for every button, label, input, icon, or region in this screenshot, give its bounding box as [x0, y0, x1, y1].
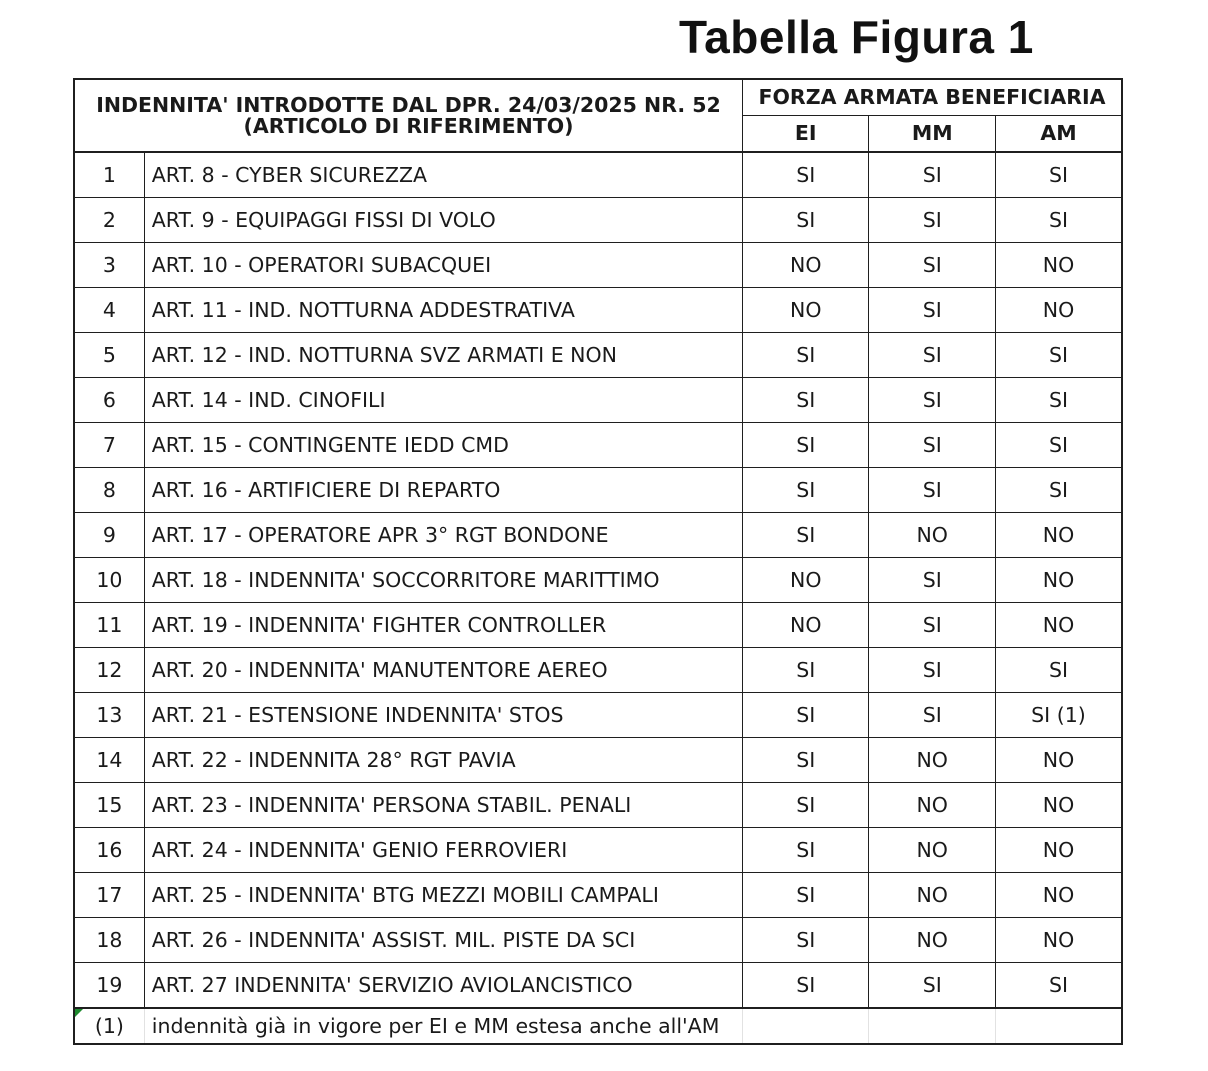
cell-ei: SI	[743, 693, 869, 738]
row-number: 15	[74, 783, 144, 828]
row-description: ART. 8 - CYBER SICUREZZA	[144, 152, 742, 198]
footnote-marker: (1)	[94, 1013, 124, 1038]
cell-am: SI (1)	[995, 693, 1122, 738]
table-row	[74, 738, 1122, 783]
row-description: ART. 27 INDENNITA' SERVIZIO AVIOLANCISTICO	[144, 963, 742, 1009]
row-description: ART. 12 - IND. NOTTURNA SVZ ARMATI E NON	[144, 333, 742, 378]
row-description: ART. 26 - INDENNITA' ASSIST. MIL. PISTE DA SCI	[144, 918, 742, 963]
row-number: 8	[74, 468, 144, 513]
row-description: ART. 24 - INDENNITA' GENIO FERROVIERI	[144, 828, 742, 873]
row-number: 9	[74, 513, 144, 558]
table-row	[74, 693, 1122, 738]
row-number: 10	[74, 558, 144, 603]
cell-am: NO	[995, 873, 1122, 918]
table-row	[74, 243, 1122, 288]
table-row	[74, 648, 1122, 693]
cell-am: NO	[995, 918, 1122, 963]
table-row	[74, 603, 1122, 648]
indemnity-table	[73, 78, 1123, 1045]
header-indemnity-title: INDENNITA' INTRODOTTE DAL DPR. 24/03/2025 NR. 52	[96, 93, 721, 117]
cell-mm: NO	[869, 918, 995, 963]
footnote-text: indennità già in vigore per EI e MM estesa anche all'AM	[144, 1008, 742, 1044]
cell-mm: NO	[869, 513, 995, 558]
cell-mm: NO	[869, 828, 995, 873]
header-indemnity-cell	[74, 79, 743, 152]
cell-am: SI	[995, 648, 1122, 693]
row-number: 17	[74, 873, 144, 918]
row-description: ART. 25 - INDENNITA' BTG MEZZI MOBILI CAMPALI	[144, 873, 742, 918]
cell-ei: SI	[743, 152, 869, 198]
cell-mm: SI	[869, 378, 995, 423]
cell-mm: SI	[869, 603, 995, 648]
table-row	[74, 333, 1122, 378]
row-description: ART. 21 - ESTENSIONE INDENNITA' STOS	[144, 693, 742, 738]
cell-ei: SI	[743, 918, 869, 963]
header-force-group: FORZA ARMATA BENEFICIARIA	[743, 79, 1122, 116]
row-number: 5	[74, 333, 144, 378]
table-row	[74, 783, 1122, 828]
cell-am: NO	[995, 288, 1122, 333]
cell-am: SI	[995, 963, 1122, 1009]
cell-ei: SI	[743, 468, 869, 513]
cell-ei: NO	[743, 558, 869, 603]
column-header-mm: MM	[869, 116, 995, 153]
cell-am: NO	[995, 603, 1122, 648]
cell-am: NO	[995, 513, 1122, 558]
page-title: Tabella Figura 1	[679, 11, 1034, 63]
cell-am: SI	[995, 198, 1122, 243]
table-row	[74, 468, 1122, 513]
cell-mm: SI	[869, 963, 995, 1009]
row-description: ART. 15 - CONTINGENTE IEDD CMD	[144, 423, 742, 468]
cell-mm: SI	[869, 198, 995, 243]
cell-ei: SI	[743, 783, 869, 828]
row-description: ART. 19 - INDENNITA' FIGHTER CONTROLLER	[144, 603, 742, 648]
table-row	[74, 558, 1122, 603]
row-description: ART. 11 - IND. NOTTURNA ADDESTRATIVA	[144, 288, 742, 333]
row-number: 11	[74, 603, 144, 648]
row-description: ART. 17 - OPERATORE APR 3° RGT BONDONE	[144, 513, 742, 558]
row-description: ART. 23 - INDENNITA' PERSONA STABIL. PENALI	[144, 783, 742, 828]
cell-am: SI	[995, 333, 1122, 378]
cell-am: SI	[995, 423, 1122, 468]
cell-ei: SI	[743, 333, 869, 378]
cell-mm: SI	[869, 693, 995, 738]
cell-am: NO	[995, 738, 1122, 783]
row-number: 4	[74, 288, 144, 333]
table-row	[74, 152, 1122, 198]
row-description: ART. 18 - INDENNITA' SOCCORRITORE MARITTIMO	[144, 558, 742, 603]
cell-ei: NO	[743, 603, 869, 648]
cell-am: NO	[995, 828, 1122, 873]
cell-mm: NO	[869, 873, 995, 918]
footnote-row	[74, 1008, 1122, 1044]
column-header-ei: EI	[743, 116, 869, 153]
empty-cell	[995, 1008, 1122, 1044]
table-row	[74, 963, 1122, 1009]
cell-am: NO	[995, 558, 1122, 603]
cell-mm: SI	[869, 423, 995, 468]
cell-ei: SI	[743, 513, 869, 558]
table-row	[74, 423, 1122, 468]
cell-ei: SI	[743, 648, 869, 693]
cell-ei: SI	[743, 198, 869, 243]
table-row	[74, 828, 1122, 873]
column-header-am: AM	[995, 116, 1122, 153]
footnote-marker-cell	[74, 1008, 144, 1044]
cell-ei: SI	[743, 828, 869, 873]
cell-mm: SI	[869, 558, 995, 603]
empty-cell	[869, 1008, 995, 1044]
cell-am: SI	[995, 152, 1122, 198]
row-number: 19	[74, 963, 144, 1009]
cell-am: SI	[995, 468, 1122, 513]
row-description: ART. 22 - INDENNITA 28° RGT PAVIA	[144, 738, 742, 783]
row-description: ART. 20 - INDENNITA' MANUTENTORE AEREO	[144, 648, 742, 693]
row-number: 2	[74, 198, 144, 243]
row-number: 13	[74, 693, 144, 738]
cell-ei: SI	[743, 738, 869, 783]
cell-am: NO	[995, 783, 1122, 828]
cell-ei: SI	[743, 423, 869, 468]
cell-ei: SI	[743, 873, 869, 918]
row-number: 12	[74, 648, 144, 693]
cell-ei: NO	[743, 288, 869, 333]
cell-mm: NO	[869, 738, 995, 783]
table-row	[74, 918, 1122, 963]
table-row	[74, 873, 1122, 918]
row-number: 16	[74, 828, 144, 873]
row-description: ART. 14 - IND. CINOFILI	[144, 378, 742, 423]
row-number: 3	[74, 243, 144, 288]
row-number: 1	[74, 152, 144, 198]
cell-comment-indicator-icon	[75, 1009, 83, 1017]
cell-mm: NO	[869, 783, 995, 828]
table-row	[74, 198, 1122, 243]
table-row	[74, 513, 1122, 558]
row-number: 14	[74, 738, 144, 783]
table-row	[74, 288, 1122, 333]
cell-mm: SI	[869, 152, 995, 198]
table-row	[74, 378, 1122, 423]
cell-mm: SI	[869, 243, 995, 288]
cell-mm: SI	[869, 648, 995, 693]
row-number: 7	[74, 423, 144, 468]
cell-ei: SI	[743, 378, 869, 423]
cell-mm: SI	[869, 468, 995, 513]
header-row-1	[74, 79, 1122, 116]
row-description: ART. 10 - OPERATORI SUBACQUEI	[144, 243, 742, 288]
empty-cell	[743, 1008, 869, 1044]
header-indemnity-subtitle: (ARTICOLO DI RIFERIMENTO)	[243, 113, 574, 138]
cell-am: SI	[995, 378, 1122, 423]
row-number: 18	[74, 918, 144, 963]
cell-mm: SI	[869, 333, 995, 378]
cell-ei: NO	[743, 243, 869, 288]
cell-am: NO	[995, 243, 1122, 288]
row-description: ART. 16 - ARTIFICIERE DI REPARTO	[144, 468, 742, 513]
row-description: ART. 9 - EQUIPAGGI FISSI DI VOLO	[144, 198, 742, 243]
cell-ei: SI	[743, 963, 869, 1009]
cell-mm: SI	[869, 288, 995, 333]
row-number: 6	[74, 378, 144, 423]
